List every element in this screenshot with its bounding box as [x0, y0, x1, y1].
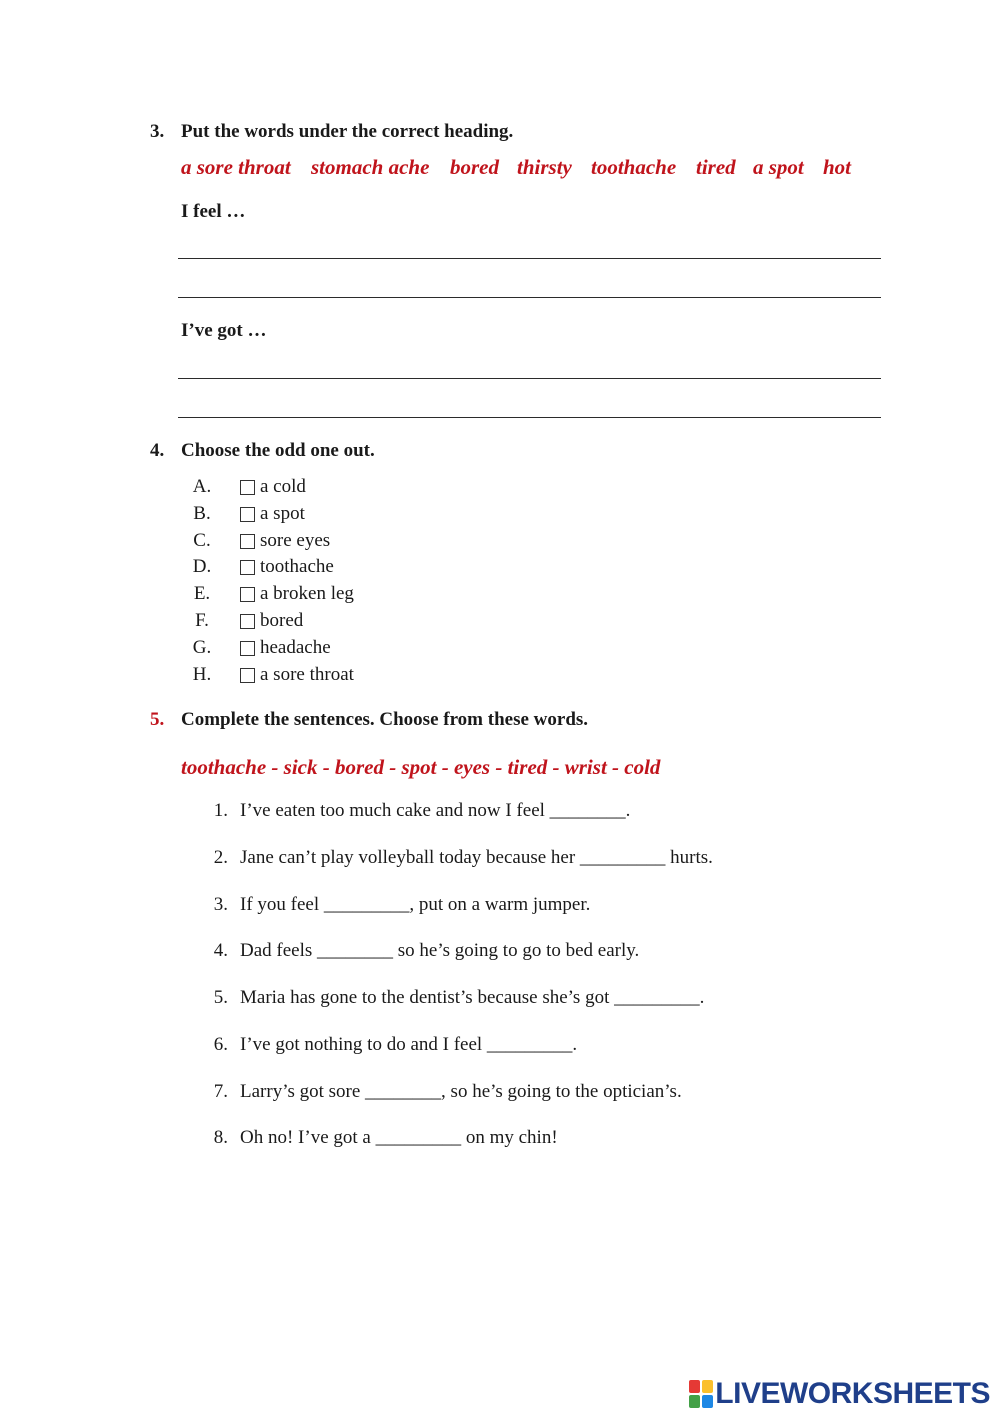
- answer-line-ive-got-1[interactable]: [178, 378, 881, 379]
- word-bank-item[interactable]: thirsty: [517, 155, 572, 179]
- option-label: a spot: [260, 503, 305, 524]
- q5-instruction: Complete the sentences. Choose from these words.: [181, 709, 589, 730]
- checkbox[interactable]: [240, 641, 255, 656]
- sentence-text[interactable]: Larry’s got sore ________, so he’s going to the optician’s.: [240, 1081, 682, 1102]
- word-bank-item[interactable]: a sore throat: [181, 155, 291, 179]
- sentence-4[interactable]: [198, 940, 898, 966]
- option-f[interactable]: [188, 610, 488, 637]
- sentence-number: 1.: [213, 800, 228, 821]
- sentence-text[interactable]: I’ve got nothing to do and I feel _________.: [240, 1034, 578, 1055]
- q3-number: 3.: [150, 121, 165, 142]
- checkbox[interactable]: [240, 614, 255, 629]
- checkbox[interactable]: [240, 560, 255, 575]
- option-d[interactable]: [188, 556, 488, 583]
- sentence-text[interactable]: Jane can’t play volleyball today because her _________ hurts.: [240, 847, 713, 868]
- option-label: toothache: [260, 556, 334, 577]
- heading-ive-got: I’ve got …: [181, 320, 267, 341]
- option-label: a sore throat: [260, 664, 354, 685]
- sentence-text[interactable]: I’ve eaten too much cake and now I feel ________.: [240, 800, 631, 821]
- option-letter: E.: [193, 583, 211, 604]
- option-c[interactable]: [188, 530, 488, 557]
- q5-number: 5.: [150, 709, 165, 730]
- sentence-text[interactable]: Dad feels ________ so he’s going to go to bed early.: [240, 940, 640, 961]
- answer-line-ive-got-2[interactable]: [178, 417, 881, 418]
- option-label: headache: [260, 637, 331, 658]
- sentence-number: 4.: [213, 940, 228, 961]
- sentence-number: 7.: [213, 1081, 228, 1102]
- option-a[interactable]: [188, 476, 488, 503]
- option-letter: B.: [193, 503, 211, 524]
- option-letter: C.: [193, 530, 211, 551]
- checkbox[interactable]: [240, 668, 255, 683]
- word-bank-item[interactable]: a spot: [753, 155, 804, 179]
- sentence-number: 6.: [213, 1034, 228, 1055]
- option-b[interactable]: [188, 503, 488, 530]
- option-h[interactable]: [188, 664, 488, 691]
- word-bank-item[interactable]: hot: [823, 155, 852, 179]
- sentence-number: 3.: [213, 894, 228, 915]
- logo-mark-icon: [689, 1380, 713, 1408]
- checkbox[interactable]: [240, 480, 255, 495]
- checkbox[interactable]: [240, 534, 255, 549]
- option-letter: A.: [192, 476, 212, 497]
- sentence-number: 2.: [213, 847, 228, 868]
- sentence-number: 5.: [213, 987, 228, 1008]
- q3-instruction: Put the words under the correct heading.: [181, 121, 514, 142]
- word-bank-item[interactable]: toothache: [591, 155, 677, 179]
- answer-line-i-feel-1[interactable]: [178, 258, 881, 259]
- sentence-text[interactable]: If you feel _________, put on a warm jumper.: [240, 894, 591, 915]
- sentence-2[interactable]: [198, 847, 898, 873]
- q4-instruction: Choose the odd one out.: [181, 440, 375, 461]
- sentence-8[interactable]: [198, 1127, 898, 1153]
- option-label: sore eyes: [260, 530, 331, 551]
- answer-line-i-feel-2[interactable]: [178, 297, 881, 298]
- option-letter: G.: [192, 637, 212, 658]
- sentence-3[interactable]: [198, 894, 898, 920]
- q4-number: 4.: [150, 440, 165, 461]
- sentence-1[interactable]: [198, 800, 898, 826]
- logo-text: LIVEWORKSHEETS: [715, 1377, 990, 1410]
- option-e[interactable]: [188, 583, 488, 610]
- word-bank-item[interactable]: tired: [696, 155, 736, 179]
- checkbox[interactable]: [240, 507, 255, 522]
- option-label: a broken leg: [260, 583, 354, 604]
- sentence-text[interactable]: Oh no! I’ve got a _________ on my chin!: [240, 1127, 558, 1148]
- heading-i-feel: I feel …: [181, 201, 246, 222]
- option-letter: D.: [192, 556, 212, 577]
- sentence-number: 8.: [213, 1127, 228, 1148]
- sentence-5[interactable]: [198, 987, 898, 1013]
- word-bank-item[interactable]: stomach ache: [311, 155, 430, 179]
- sentence-7[interactable]: [198, 1081, 898, 1107]
- word-bank-item[interactable]: bored: [450, 155, 499, 179]
- option-g[interactable]: [188, 637, 488, 664]
- option-letter: H.: [192, 664, 212, 685]
- checkbox[interactable]: [240, 587, 255, 602]
- sentence-6[interactable]: [198, 1034, 898, 1060]
- option-label: a cold: [260, 476, 306, 497]
- sentence-text[interactable]: Maria has gone to the dentist’s because she’s got _________.: [240, 987, 705, 1008]
- option-letter: F.: [195, 610, 209, 631]
- q5-word-bank: toothache - sick - bored - spot - eyes - tired - wrist - cold: [181, 755, 661, 779]
- liveworksheets-logo[interactable]: [689, 1376, 990, 1412]
- option-label: bored: [260, 610, 304, 631]
